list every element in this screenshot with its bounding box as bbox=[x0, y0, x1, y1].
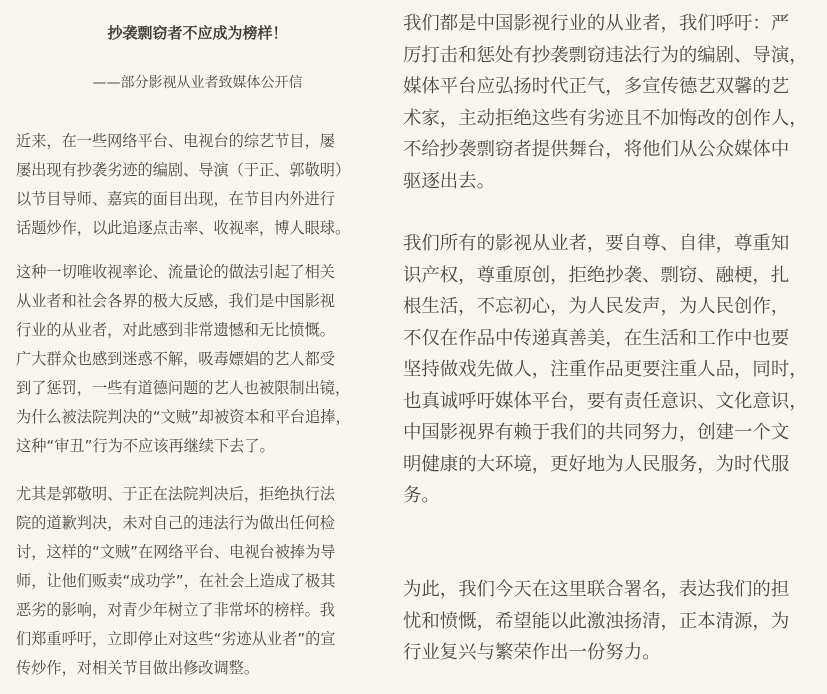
paragraph bbox=[403, 228, 808, 512]
paragraph-line: 师，让他们贩卖“成功学”，在社会上造成了极其 bbox=[16, 572, 336, 590]
paragraph-line: 们郑重呼吁，立即停止对这些“劣迹从业者”的宣 bbox=[16, 630, 336, 648]
paragraph-line: 广大群众也感到迷惑不解，吸毒嫖娼的艺人都受 bbox=[16, 350, 335, 368]
paragraph-line: 识产权，尊重原创，拒绝抄袭、剽窃、融梗，扎 bbox=[403, 264, 790, 286]
paragraph-line: 为此，我们今天在这里联合署名，表达我们的担 bbox=[403, 579, 790, 600]
paragraph-line: 这种“审丑”行为不应该再继续下去了。 bbox=[16, 437, 275, 455]
paragraph bbox=[16, 127, 350, 243]
paragraph-line: 也真诚呼吁媒体平台，要有责任意识、文化意识， bbox=[403, 390, 808, 412]
paragraph-line: 屡出现有抄袭劣迹的编剧、导演（于正、郭敬明） bbox=[16, 161, 351, 179]
paragraph-line: 为什么被法院判决的“文贼”却被资本和平台追捧， bbox=[16, 408, 351, 426]
paragraph-line: 这种一切唯收视率论、流量论的做法引起了相关 bbox=[16, 263, 335, 281]
paragraph-line: 不仅在作品中传递真善美，在生活和工作中也要 bbox=[403, 327, 790, 349]
paragraph-line: 我们都是中国影视行业的从业者，我们呼吁：严 bbox=[403, 13, 790, 34]
paragraph-line: 以节目导师、嘉宾的面目出现，在节目内外进行 bbox=[16, 190, 335, 208]
paragraph-line: 传炒作，对相关节目做出修改调整。 bbox=[16, 659, 259, 677]
paragraph-line: 驱逐出去。 bbox=[403, 170, 495, 192]
paragraph-line: 中国影视界有赖于我们的共同努力，创建一个文 bbox=[403, 422, 790, 443]
paragraph-line: 明健康的大环境，更好地为人民服务，为时代服 bbox=[403, 453, 790, 475]
letter-title: 抄袭剽窃者不应成为榜样！ bbox=[107, 24, 288, 42]
paragraph-line: 讨，这样的“文贼”在网络平台、电视台被捧为导 bbox=[16, 543, 336, 561]
paragraph-line: 行业的从业者，对此感到非常遗憾和无比愤慨。 bbox=[16, 321, 335, 339]
paragraph-line: 尤其是郭敬明、于正在法院判决后，拒绝执行法 bbox=[16, 485, 335, 503]
paragraph-line: 务。 bbox=[403, 485, 440, 506]
paragraph-line: 媒体平台应弘扬时代正气，多宣传德艺双馨的艺 bbox=[403, 76, 790, 97]
paragraph-line: 院的道歉判决，未对自己的违法行为做出任何检 bbox=[16, 514, 335, 532]
paragraph-line: 根生活，不忘初心，为人民发声，为人民创作， bbox=[403, 296, 790, 317]
paragraph bbox=[16, 480, 336, 683]
paragraph-line: 术家，主动拒绝这些有劣迹且不加悔改的创作人， bbox=[403, 107, 808, 129]
paragraph-line: 厉打击和惩处有抄袭剽窃违法行为的编剧、导演， bbox=[403, 44, 808, 66]
paragraph bbox=[16, 258, 351, 461]
paragraph-line: 不给抄袭剽窃者提供舞台，将他们从公众媒体中 bbox=[403, 139, 790, 160]
paragraph-line: 从业者和社会各界的极大反感，我们是中国影视 bbox=[16, 292, 335, 310]
paragraph bbox=[403, 8, 808, 197]
paragraph-line: 行业复兴与繁荣作出一份努力。 bbox=[403, 642, 661, 663]
paragraph-line: 坚持做戏先做人，注重作品更要注重人品，同时， bbox=[403, 359, 808, 380]
paragraph bbox=[403, 574, 789, 669]
paragraph-line: 到了惩罚，一些有道德问题的艺人也被限制出镜， bbox=[16, 379, 351, 397]
paragraph-line: 忧和愤慨，希望能以此激浊扬清，正本清源，为 bbox=[403, 610, 790, 632]
paragraph-line: 话题炒作，以此追逐点击率、收视率，博人眼球。 bbox=[16, 219, 351, 237]
paragraph-line: 我们所有的影视从业者，要自尊、自律，尊重知 bbox=[403, 233, 790, 254]
paragraph-line: 近来，在一些网络平台、电视台的综艺节目，屡 bbox=[16, 132, 335, 150]
letter-subtitle: ——部分影视从业者致媒体公开信 bbox=[92, 75, 303, 91]
paragraph-line: 恶劣的影响，对青少年树立了非常坏的榜样。我 bbox=[16, 601, 335, 619]
